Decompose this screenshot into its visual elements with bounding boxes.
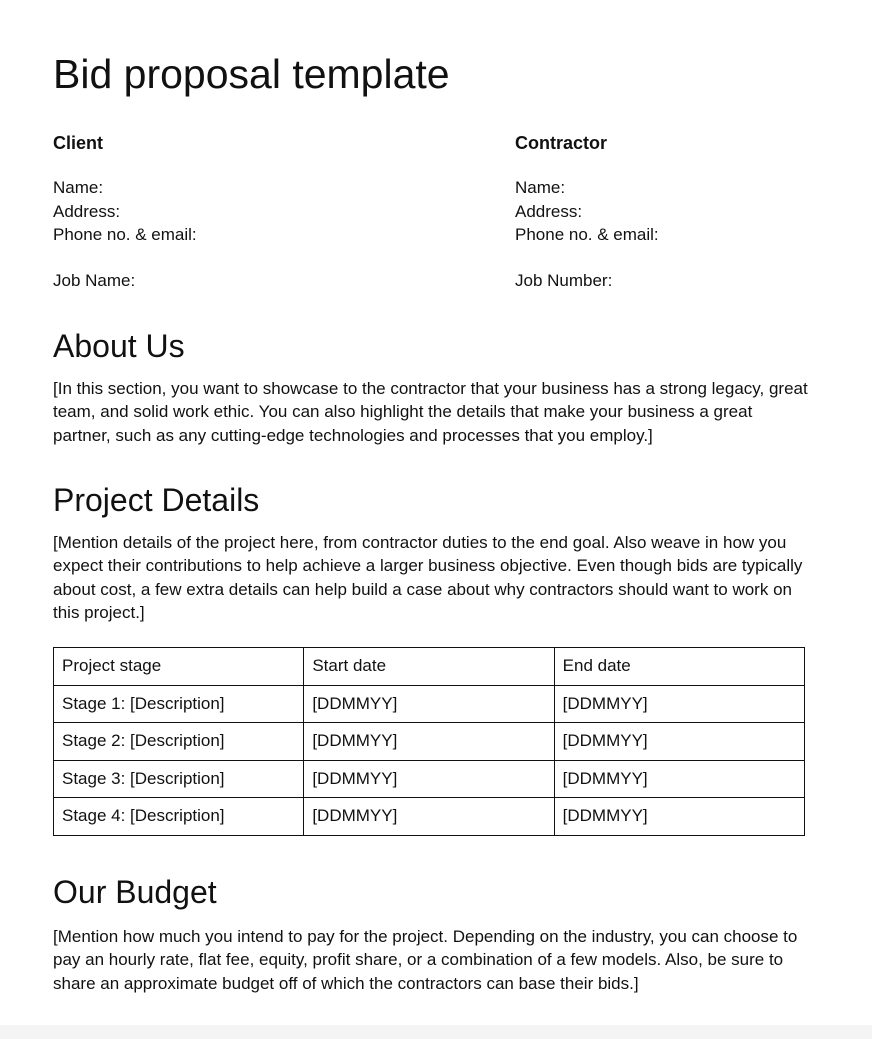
document-title: Bid proposal template xyxy=(53,51,450,97)
start-date-cell: [DDMMYY] xyxy=(304,798,554,836)
client-job-name-label: Job Name: xyxy=(53,270,136,290)
end-date-cell: [DDMMYY] xyxy=(554,798,804,836)
stage-cell: Stage 4: [Description] xyxy=(54,798,304,836)
client-phone-label: Phone no. & email: xyxy=(53,225,197,244)
table-row xyxy=(54,685,805,723)
end-date-cell: [DDMMYY] xyxy=(554,760,804,798)
header-start-date: Start date xyxy=(304,648,554,686)
header-end-date: End date xyxy=(554,648,804,686)
budget-text: [Mention how much you intend to pay for the project. Depending on the industry, you can choose to pay an hourly rate, flat fee, equity, profit share, or a combination of a few models. Also, be sure to share an approximate budget off of which the contractors can base their bids.] xyxy=(53,927,798,993)
contractor-heading: Contractor xyxy=(515,133,608,153)
end-date-cell: [DDMMYY] xyxy=(554,685,804,723)
about-heading: About Us xyxy=(53,328,185,364)
header-project-stage: Project stage xyxy=(54,648,304,686)
contractor-job-number-label: Job Number: xyxy=(515,270,613,290)
table-row xyxy=(54,798,805,836)
project-heading: Project Details xyxy=(53,482,260,518)
stage-cell: Stage 1: [Description] xyxy=(54,685,304,723)
start-date-cell: [DDMMYY] xyxy=(304,760,554,798)
end-date-cell: [DDMMYY] xyxy=(554,723,804,761)
table-row xyxy=(54,760,805,798)
budget-heading: Our Budget xyxy=(53,874,217,910)
client-section xyxy=(53,130,453,292)
contractor-section xyxy=(515,130,872,292)
start-date-cell: [DDMMYY] xyxy=(304,723,554,761)
contractor-address-label: Address: xyxy=(515,201,583,221)
project-stages-table xyxy=(53,647,805,836)
project-text: [Mention details of the project here, from contractor duties to the end goal. Also weave in how you expect their contributions to help achieve a larger business objective. Even though bids are typically about cost, a few extra details can help build a case about why contractors should want to work on this project.] xyxy=(53,533,803,622)
client-address-label: Address: xyxy=(53,201,121,221)
table-header-row xyxy=(54,648,805,686)
stage-cell: Stage 2: [Description] xyxy=(54,723,304,761)
stage-cell: Stage 3: [Description] xyxy=(54,760,304,798)
client-heading: Client xyxy=(53,133,104,153)
start-date-cell: [DDMMYY] xyxy=(304,685,554,723)
page-bottom-edge xyxy=(0,1025,872,1039)
client-name-label: Name: xyxy=(53,178,104,197)
contractor-name-label: Name: xyxy=(515,178,566,197)
about-text: [In this section, you want to showcase to the contractor that your business has a strong legacy, great team, and solid work ethic. You can also highlight the details that make your business a great partner, such as any cutting-edge technologies and processes that you employ.] xyxy=(53,379,808,445)
contractor-phone-label: Phone no. & email: xyxy=(515,225,659,244)
table-row xyxy=(54,723,805,761)
